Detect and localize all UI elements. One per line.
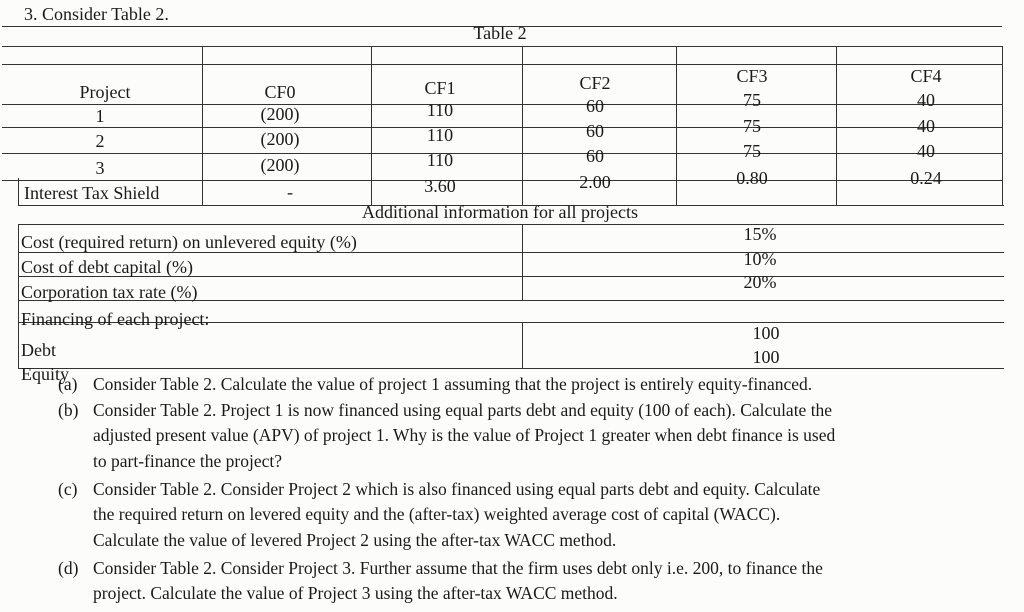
part-line: Calculate the value of levered Project 2 using the after-tax WACC method.: [93, 530, 617, 550]
info-rule: [18, 368, 1004, 369]
table-cell: (200): [260, 104, 300, 124]
table-caption-rule: [2, 46, 1002, 47]
part-line: Consider Table 2. Consider Project 3. Further assume that the firm uses debt only i.e. 200, to finance the: [93, 558, 823, 578]
part-label: (b): [58, 400, 79, 420]
table-cell: 110: [426, 100, 454, 120]
table-cell: 60: [586, 121, 604, 141]
info-rule: [18, 224, 1004, 225]
column-divider: [836, 46, 837, 205]
table-cell: 75: [743, 116, 761, 136]
header-cf0: CF0: [264, 82, 296, 102]
table-cell: 3.60: [424, 176, 456, 196]
part-line: to part-finance the project?: [93, 451, 282, 471]
debt-label: Debt: [21, 340, 56, 360]
table-cell: 60: [586, 146, 604, 166]
table-header-top-rule: [2, 64, 1002, 65]
table-cell: 1: [95, 106, 105, 126]
header-cf4: CF4: [910, 66, 942, 86]
equity-value: 100: [752, 347, 780, 367]
part-label: (a): [58, 374, 78, 394]
part-label: (c): [58, 479, 78, 499]
table-cell: (200): [260, 129, 300, 149]
info-left-border: [18, 224, 19, 368]
header-project: Project: [79, 82, 131, 102]
column-divider: [676, 46, 677, 205]
info-value: 10%: [743, 249, 777, 269]
column-divider: [522, 46, 523, 205]
column-divider: [202, 46, 203, 205]
debt-value: 100: [752, 323, 780, 343]
table-caption: Table 2: [473, 23, 527, 43]
info-value: 20%: [743, 272, 777, 292]
info-label: Corporation tax rate (%): [21, 282, 198, 302]
equity-label: Equity: [21, 364, 69, 384]
table-cell: 110: [426, 125, 454, 145]
table-right-border: [1002, 46, 1003, 205]
question-heading: [24, 4, 169, 25]
table-cell: 0.80: [736, 168, 768, 188]
table-row-rule: [2, 180, 1002, 181]
table-cell: 40: [917, 141, 935, 161]
table-cell: 60: [586, 96, 604, 116]
header-cf2: CF2: [579, 73, 611, 93]
table-cell: 75: [743, 141, 761, 161]
question-number: 3.: [24, 4, 38, 24]
question-title: Consider Table 2.: [42, 4, 169, 24]
additional-info-title: Additional information for all projects: [362, 202, 638, 222]
table-cell: 40: [917, 116, 935, 136]
table-cell: 0.24: [910, 168, 942, 188]
column-divider: [371, 46, 372, 205]
table-cell: 75: [743, 90, 761, 110]
part-line: project. Calculate the value of Project 3 using the after-tax WACC method.: [93, 583, 618, 603]
table-left-border: [18, 178, 19, 205]
part-line: Consider Table 2. Project 1 is now financed using equal parts debt and equity (100 of each). Calculate the: [93, 400, 833, 420]
part-label: (d): [58, 558, 79, 578]
info-value: 15%: [743, 224, 777, 244]
table-cell: 2: [95, 131, 105, 151]
info-label: Cost (required return) on unlevered equity (%): [21, 232, 357, 252]
part-line: the required return on levered equity and the (after-tax) weighted average cost of capital (WACC).: [93, 504, 781, 524]
table-row-rule: [2, 104, 1002, 105]
info-divider: [522, 322, 523, 368]
table-cell: (200): [260, 155, 300, 175]
shield-label: Interest Tax Shield: [24, 183, 160, 203]
table-row-rule: [2, 127, 1002, 128]
table-cell: -: [287, 182, 293, 202]
table-cell: 110: [426, 150, 454, 170]
table-row-rule: [2, 153, 1002, 154]
table-cell: 40: [917, 90, 935, 110]
part-line: Consider Table 2. Consider Project 2 which is also financed using equal parts debt and equity. Calculate: [93, 479, 821, 499]
header-cf1: CF1: [424, 78, 456, 98]
info-label: Cost of debt capital (%): [21, 257, 193, 277]
part-line: adjusted present value (APV) of project 1. Why is the value of Project 1 greater when debt finance is used: [93, 425, 836, 445]
header-cf3: CF3: [736, 66, 768, 86]
table-cell: 3: [95, 158, 105, 178]
table-cell: 2.00: [579, 172, 611, 192]
financing-label: Financing of each project:: [21, 309, 210, 329]
info-divider: [522, 224, 523, 300]
part-line: Consider Table 2. Calculate the value of project 1 assuming that the project is entirely equity-financed.: [93, 374, 813, 394]
